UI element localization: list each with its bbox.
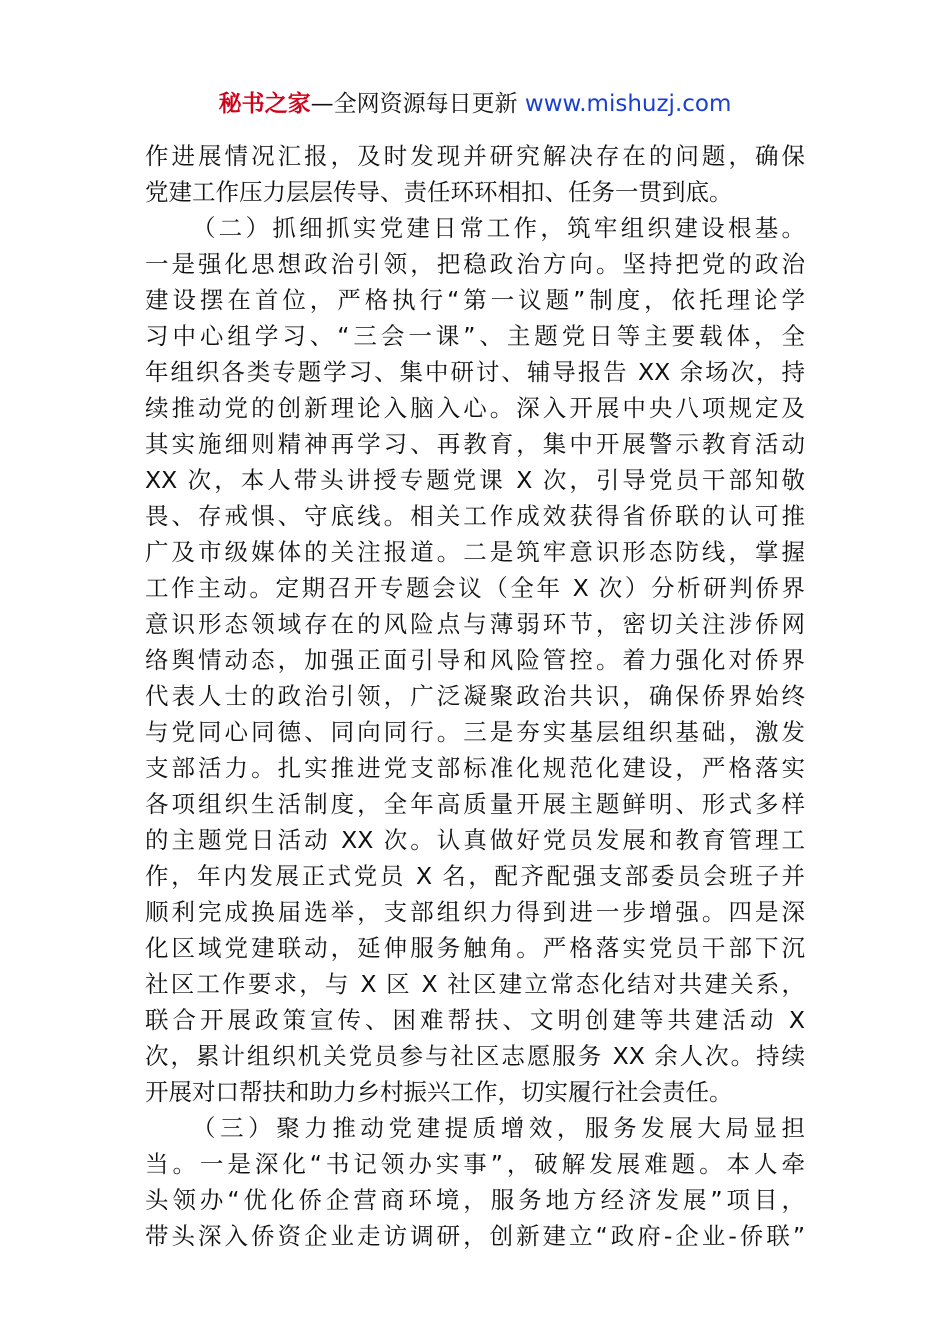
text-line: 作进展情况汇报，及时发现并研究解决存在的问题，确保 (145, 142, 805, 170)
text-line: 党建工作压力层层传导、责任环环相扣、任务一贯到底。 (145, 178, 733, 206)
text-line: 习中心组学习、“三会一课”、主题党日等主要载体，全 (145, 322, 805, 350)
section-heading-3: （三）聚力推动党建提质增效，服务发展大局显担 (192, 1114, 805, 1142)
text-line: 广及市级媒体的关注报道。二是筑牢意识形态防线，掌握 (145, 538, 805, 566)
text-line: 各项组织生活制度，全年高质量开展主题鲜明、形式多样 (145, 790, 805, 818)
text-line: 联合开展政策宣传、困难帮扶、文明创建等共建活动 X (145, 1006, 805, 1034)
text-line: 开展对口帮扶和助力乡村振兴工作，切实履行社会责任。 (145, 1078, 733, 1106)
text-line: 年组织各类专题学习、集中研讨、辅导报告 XX 余场次，持 (145, 358, 805, 386)
text-line: 续推动党的创新理论入脑入心。深入开展中央八项规定及 (145, 394, 805, 422)
text-line: 带头深入侨资企业走访调研，创新建立“政府-企业-侨联” (145, 1222, 805, 1250)
text-line: 化区域党建联动，延伸服务触角。严格落实党员干部下沉 (145, 934, 805, 962)
text-line: 络舆情动态，加强正面引导和风险管控。着力强化对侨界 (145, 646, 805, 674)
text-line: 意识形态领域存在的风险点与薄弱环节，密切关注涉侨网 (145, 610, 805, 638)
text-line: 其实施细则精神再学习、再教育，集中开展警示教育活动 (145, 430, 805, 458)
text-line: 顺利完成换届选举，支部组织力得到进一步增强。四是深 (145, 898, 805, 926)
text-line: 与党同心同德、同向同行。三是夯实基层组织基础，激发 (145, 718, 805, 746)
text-line: 代表人士的政治引领，广泛凝聚政治共识，确保侨界始终 (145, 682, 805, 710)
text-line: 建设摆在首位，严格执行“第一议题”制度，依托理论学 (145, 286, 805, 314)
text-line: 作，年内发展正式党员 X 名，配齐配强支部委员会班子并 (145, 862, 805, 890)
text-line: 社区工作要求，与 X 区 X 社区建立常态化结对共建关系， (145, 970, 805, 998)
page-header (0, 88, 950, 120)
site-url[interactable]: www.mishuzj.com (524, 91, 732, 117)
section-heading-2: （二）抓细抓实党建日常工作，筑牢组织建设根基。 (192, 214, 805, 242)
site-brand: 秘书之家 (218, 91, 311, 117)
text-line: XX 次，本人带头讲授专题党课 X 次，引导党员干部知敬 (145, 466, 805, 494)
text-line: 次，累计组织机关党员参与社区志愿服务 XX 余人次。持续 (145, 1042, 805, 1070)
text-line: 当。一是深化“书记领办实事”，破解发展难题。本人牵 (145, 1150, 805, 1178)
text-line: 工作主动。定期召开专题会议（全年 X 次）分析研判侨界 (145, 574, 805, 602)
text-line: 支部活力。扎实推进党支部标准化规范化建设，严格落实 (145, 754, 805, 782)
text-line: 畏、存戒惧、守底线。相关工作成效获得省侨联的认可推 (145, 502, 805, 530)
text-line: 一是强化思想政治引领，把稳政治方向。坚持把党的政治 (145, 250, 805, 278)
text-line: 的主题党日活动 XX 次。认真做好党员发展和教育管理工 (145, 826, 805, 854)
text-line: 头领办“优化侨企营商环境，服务地方经济发展”项目， (145, 1186, 805, 1214)
site-tagline: —全网资源每日更新 (310, 91, 518, 117)
